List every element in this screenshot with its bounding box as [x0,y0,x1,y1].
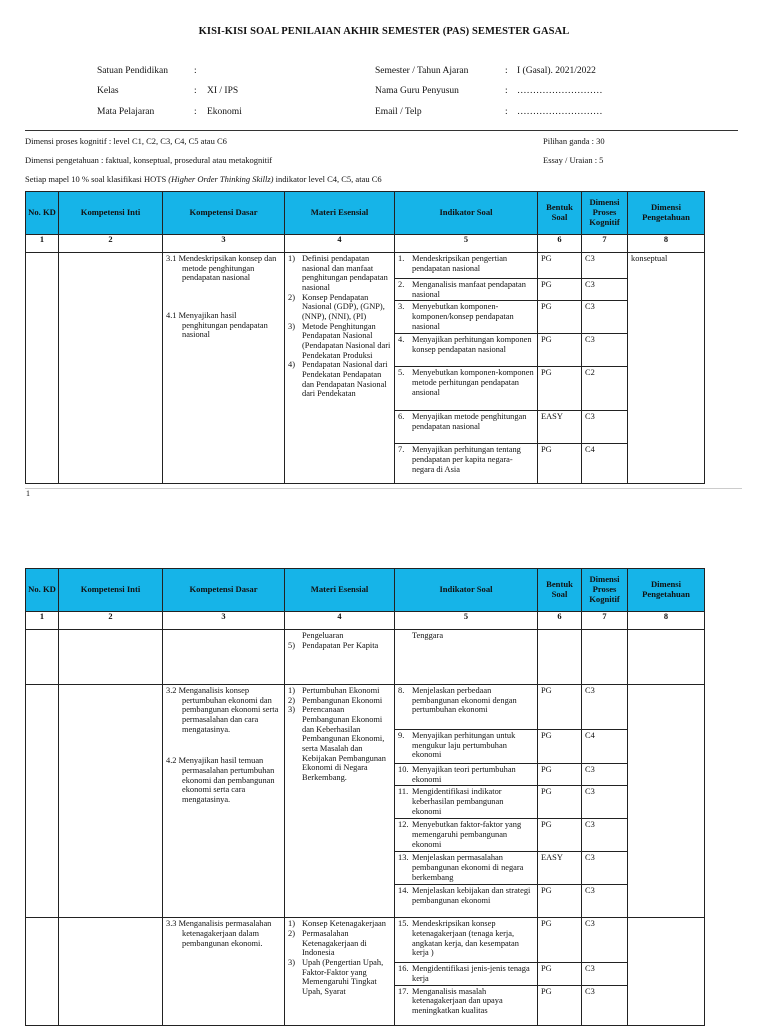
materi-item: 1) Definisi pendapatan nasional dan manfaat penghitungan pendapatan nasional [288,254,388,292]
col-number: 6 [538,612,582,630]
info-pg: Pilihan ganda : 30 [543,136,605,146]
col-number: 2 [59,235,163,253]
cell-bentuk: PG [538,367,582,411]
cell-no-kd [26,630,59,685]
cell-pengetahuan: konseptual [628,253,705,484]
cell-bentuk: PG [538,444,582,484]
cell-kognitif: C3 [582,918,628,963]
cell-indikator [395,685,538,730]
cell-bentuk: PG [538,786,582,819]
cell-no-kd [26,253,59,484]
indikator-text: Menyajikan perhitungan untuk mengukur laju pertumbuhan ekonomi [412,731,516,760]
info-pengetahuan: Dimensi pengetahuan : faktual, konseptual, prosedural atau metakognitif [25,155,273,165]
cell-kd [163,253,285,484]
meta-value: I (Gasal). 2021/2022 [517,66,596,76]
meta-label: Nama Guru Penyusun [375,86,459,96]
indikator-number: 10. [398,765,409,774]
info-hots-suffix: indikator level C4, C5, atau C6 [273,174,382,184]
indikator-text: Mengidentifikasi indikator keberhasilan pembangunan ekonomi [412,787,504,816]
materi-item: 1) Pertumbuhan Ekonomi [288,686,380,695]
meta-sep: : [194,107,197,117]
cell-kognitif: C4 [582,730,628,764]
cell-bentuk: PG [538,918,582,963]
indikator-text: Menyajikan perhitungan tentang pendapatan per kapita negara-negara di Asia [412,445,521,474]
col-number: 5 [395,612,538,630]
meta-sep: : [194,66,197,76]
indikator-text: Menyebutkan faktor-faktor yang memengaruhi pembangunan ekonomi [412,820,522,849]
materi-list [288,686,391,783]
cell-kd [163,685,285,918]
kd-3-1: 3.1 Mendeskripsikan konsep dan metode penghitungan pendapatan nasional [166,254,277,283]
indikator-number: 7. [398,445,405,455]
cell-kognitif: C3 [582,334,628,367]
header-kognitif: Dimensi Proses Kognitif [582,569,628,612]
col-number: 2 [59,612,163,630]
indikator-text: Menganalisis manfaat pendapatan nasional [412,280,526,299]
indikator-number: 6. [398,412,405,422]
col-number: 8 [628,235,705,253]
cell-indikator [395,444,538,484]
meta-label: Satuan Pendidikan [97,66,168,76]
cell-bentuk: PG [538,764,582,786]
cell-kognitif: C3 [582,852,628,885]
meta-sep: : [505,66,508,76]
cell-pengetahuan [628,918,705,1025]
indikator-text: Menyajikan metode penghitungan pendapatan nasional [412,412,527,431]
indikator-number: 4. [398,335,405,345]
indikator-continuation: Tenggara [412,631,444,640]
info-essay: Essay / Uraian : 5 [543,155,604,165]
cell-bentuk: PG [538,885,582,918]
indikator-text: Mendeskripsikan pengertian pendapatan nasional [412,254,508,273]
header-indikator: Indikator Soal [395,569,538,612]
cell-kognitif: C2 [582,367,628,411]
materi-item: 5) Pendapatan Per Kapita [288,640,379,650]
indikator-number: 16. [398,964,409,974]
meta-label: Kelas [97,86,119,96]
col-number: 8 [628,612,705,630]
col-number: 1 [26,612,59,630]
indikator-number: 14. [398,886,409,896]
cell-bentuk: PG [538,730,582,764]
indikator-text: Menjelaskan kebijakan dan strategi pembangunan ekonomi [412,886,531,905]
cell-bentuk: EASY [538,411,582,444]
meta-value: ……………………… [517,107,603,117]
document-title: KISI-KISI SOAL PENILAIAN AKHIR SEMESTER (PAS) SEMESTER GASAL [198,26,570,37]
indikator-text: Menyajikan perhitungan komponen konsep pendapatan nasional [412,335,532,354]
materi-list [288,254,391,399]
cell-pengetahuan [628,630,705,685]
meta-left [97,66,357,126]
cell-bentuk: EASY [538,852,582,885]
cell-kognitif: C3 [582,786,628,819]
header-pengetahuan: Dimensi Pengetahuan [628,192,705,235]
col-number: 6 [538,235,582,253]
indikator-number: 17. [398,986,409,996]
cell-kognitif: C3 [582,819,628,852]
cell-indikator [395,253,538,279]
cell-indikator [395,852,538,885]
indikator-number: 5. [398,368,405,378]
header-ki: Kompetensi Inti [59,569,163,612]
cell-kognitif: C3 [582,411,628,444]
header-ki: Kompetensi Inti [59,192,163,235]
info-kognitif: Dimensi proses kognitif : level C1, C2, C3, C4, C5 atau C6 [25,136,227,146]
cell-bentuk: PG [538,279,582,301]
header-bentuk: Bentuk Soal [538,192,582,235]
cell-materi [285,685,395,918]
meta-label: Email / Telp [375,107,422,117]
col-number: 5 [395,235,538,253]
page-separator [25,488,742,489]
col-number: 4 [285,612,395,630]
meta-sep: : [194,86,197,96]
materi-item: 2) Pembangunan Ekonomi [288,695,383,705]
cell-kognitif: C3 [582,279,628,301]
cell-kognitif: C3 [582,885,628,918]
indikator-text: Menyebutkan komponen-komponen metode perhitungan pendapatan ansional [412,368,534,397]
col-number: 7 [582,235,628,253]
cell-indikator [395,730,538,764]
cell-materi [285,253,395,484]
materi-item: 3) Metode Penghitungan Pendapatan Nasional (Pendapatan Nasional dari Pendekatan Produksi [288,321,391,360]
header-kd: Kompetensi Dasar [163,569,285,612]
col-number: 3 [163,612,285,630]
header-indikator: Indikator Soal [395,192,538,235]
header-pengetahuan: Dimensi Pengetahuan [628,569,705,612]
meta-label: Semester / Tahun Ajaran [375,66,469,76]
indikator-text: Menjelaskan perbedaan pembangunan ekonomi dengan pertumbuhan ekonomi [412,686,517,715]
materi-item: 4) Pendapatan Nasional dari Pendekatan Pendapatan dan Pendapatan Nasional dari Pendekatan [288,360,388,399]
cell-bentuk: PG [538,334,582,367]
materi-item: 3) Upah (Pengertian Upah, Faktor-Faktor yang Memengaruhi Tingkat Upah, Syarat [288,957,384,996]
cell-kognitif: C3 [582,963,628,985]
cell-ki [59,253,163,484]
header-no-kd: No. KD [26,192,59,235]
indikator-number: 15. [398,919,409,929]
cell-indikator [395,918,538,963]
indikator-number: 8. [398,686,405,695]
header-materi: Materi Esensial [285,569,395,612]
indikator-text: Menyebutkan komponen-komponen/konsep pendapatan nasional [412,302,514,331]
header-kognitif: Dimensi Proses Kognitif [582,192,628,235]
meta-label: Mata Pelajaran [97,107,155,117]
cell-indikator [395,301,538,334]
meta-value: ……………………… [517,86,603,96]
kisi-table-1 [25,191,705,484]
info-hots [25,174,382,184]
cell-kognitif: C4 [582,444,628,484]
indikator-number: 9. [398,731,405,740]
info-hots-prefix: Setiap mapel 10 % soal klasifikasi HOTS [25,174,169,184]
materi-continuation: Pengeluaran [302,631,344,640]
cell-bentuk: PG [538,985,582,1025]
cell-bentuk: PG [538,685,582,730]
cell-kognitif [582,630,628,685]
header-materi: Materi Esensial [285,192,395,235]
cell-ki [59,918,163,1025]
cell-ki [59,630,163,685]
cell-indikator [395,334,538,367]
indikator-text: Menyajikan teori pertumbuhan ekonomi [412,765,516,784]
cell-bentuk: PG [538,819,582,852]
col-number: 1 [26,235,59,253]
cell-indikator [395,985,538,1025]
cell-no-kd [26,685,59,918]
cell-bentuk [538,630,582,685]
cell-pengetahuan [628,685,705,918]
meta-sep: : [505,86,508,96]
cell-indikator [395,367,538,411]
materi-list [288,919,391,996]
cell-bentuk: PG [538,301,582,334]
page-number: 1 [26,489,30,498]
kd-3-2: 3.2 Menganalisis konsep pertumbuhan ekonomi dan pembangunan ekonomi serta permasalahan dan cara mengatasinya. [166,686,279,734]
indikator-text: Menjelaskan permasalahan pembangunan ekonomi di negara berkembang [412,853,524,882]
cell-indikator [395,786,538,819]
cell-kognitif: C3 [582,253,628,279]
cell-kd [163,630,285,685]
meta-value: Ekonomi [207,107,242,117]
meta-right [375,66,675,126]
kd-4-2: 4.2 Menyajikan hasil temuan permasalahan pertumbuhan ekonomi dan pembangunan ekonomi serta cara mengatasinya. [166,756,275,804]
indikator-number: 1. [398,254,405,263]
materi-item: 3) Perencanaan Pembangunan Ekonomi dan Keberhasilan Pembangunan Ekonomi, serta Masalah dan Kebijakan Pembangunan Ekonomi di Negara Berkembang. [288,705,386,782]
divider [25,130,738,131]
materi-item: 1) Konsep Ketenagakerjaan [288,919,386,929]
indikator-number: 3. [398,302,405,312]
header-kd: Kompetensi Dasar [163,192,285,235]
cell-indikator [395,630,538,685]
indikator-text: Menganalisis masalah ketenagakerjaan dan upaya meningkatkan kualitas [412,986,503,1015]
cell-bentuk: PG [538,963,582,985]
cell-indikator [395,963,538,985]
cell-kognitif: C3 [582,764,628,786]
col-number: 7 [582,612,628,630]
indikator-text: Mendeskripsikan konsep ketenagakerjaan (tenaga kerja, angkatan kerja, dan kesempatan kerja ) [412,919,519,958]
kisi-table-2 [25,568,705,1026]
cell-materi [285,918,395,1025]
header-no-kd: No. KD [26,569,59,612]
cell-kognitif: C3 [582,985,628,1025]
header-bentuk: Bentuk Soal [538,569,582,612]
col-number: 4 [285,235,395,253]
kd-4-1: 4.1 Menyajikan hasil penghitungan pendapatan nasional [166,310,268,340]
cell-indikator [395,279,538,301]
cell-no-kd [26,918,59,1025]
indikator-number: 11. [398,787,409,797]
indikator-number: 12. [398,820,409,830]
cell-ki [59,685,163,918]
cell-indikator [395,885,538,918]
cell-kognitif: C3 [582,685,628,730]
cell-indikator [395,764,538,786]
meta-sep: : [505,107,508,117]
cell-kd [163,918,285,1025]
materi-item: 2) Konsep Pendapatan Nasional (GDP), (GNP), (NNP), (NNI), (PI) [288,292,385,321]
cell-kognitif: C3 [582,301,628,334]
indikator-text: Mengidentifikasi jenis-jenis tenaga kerja [412,964,530,983]
cell-indikator [395,819,538,852]
cell-materi [285,630,395,685]
cell-indikator [395,411,538,444]
info-hots-italic: (Higher Order Thinking Skillz) [168,174,274,184]
materi-item: 2) Permasalahan Ketenagakerjaan di Indonesia [288,928,367,958]
indikator-number: 13. [398,853,409,863]
cell-bentuk: PG [538,253,582,279]
indikator-number: 2. [398,280,405,289]
kd-3-3: 3.3 Menganalisis permasalahan ketenagakerjaan dalam pembangunan ekonomi. [166,919,272,948]
col-number: 3 [163,235,285,253]
meta-value: XI / IPS [207,86,239,96]
